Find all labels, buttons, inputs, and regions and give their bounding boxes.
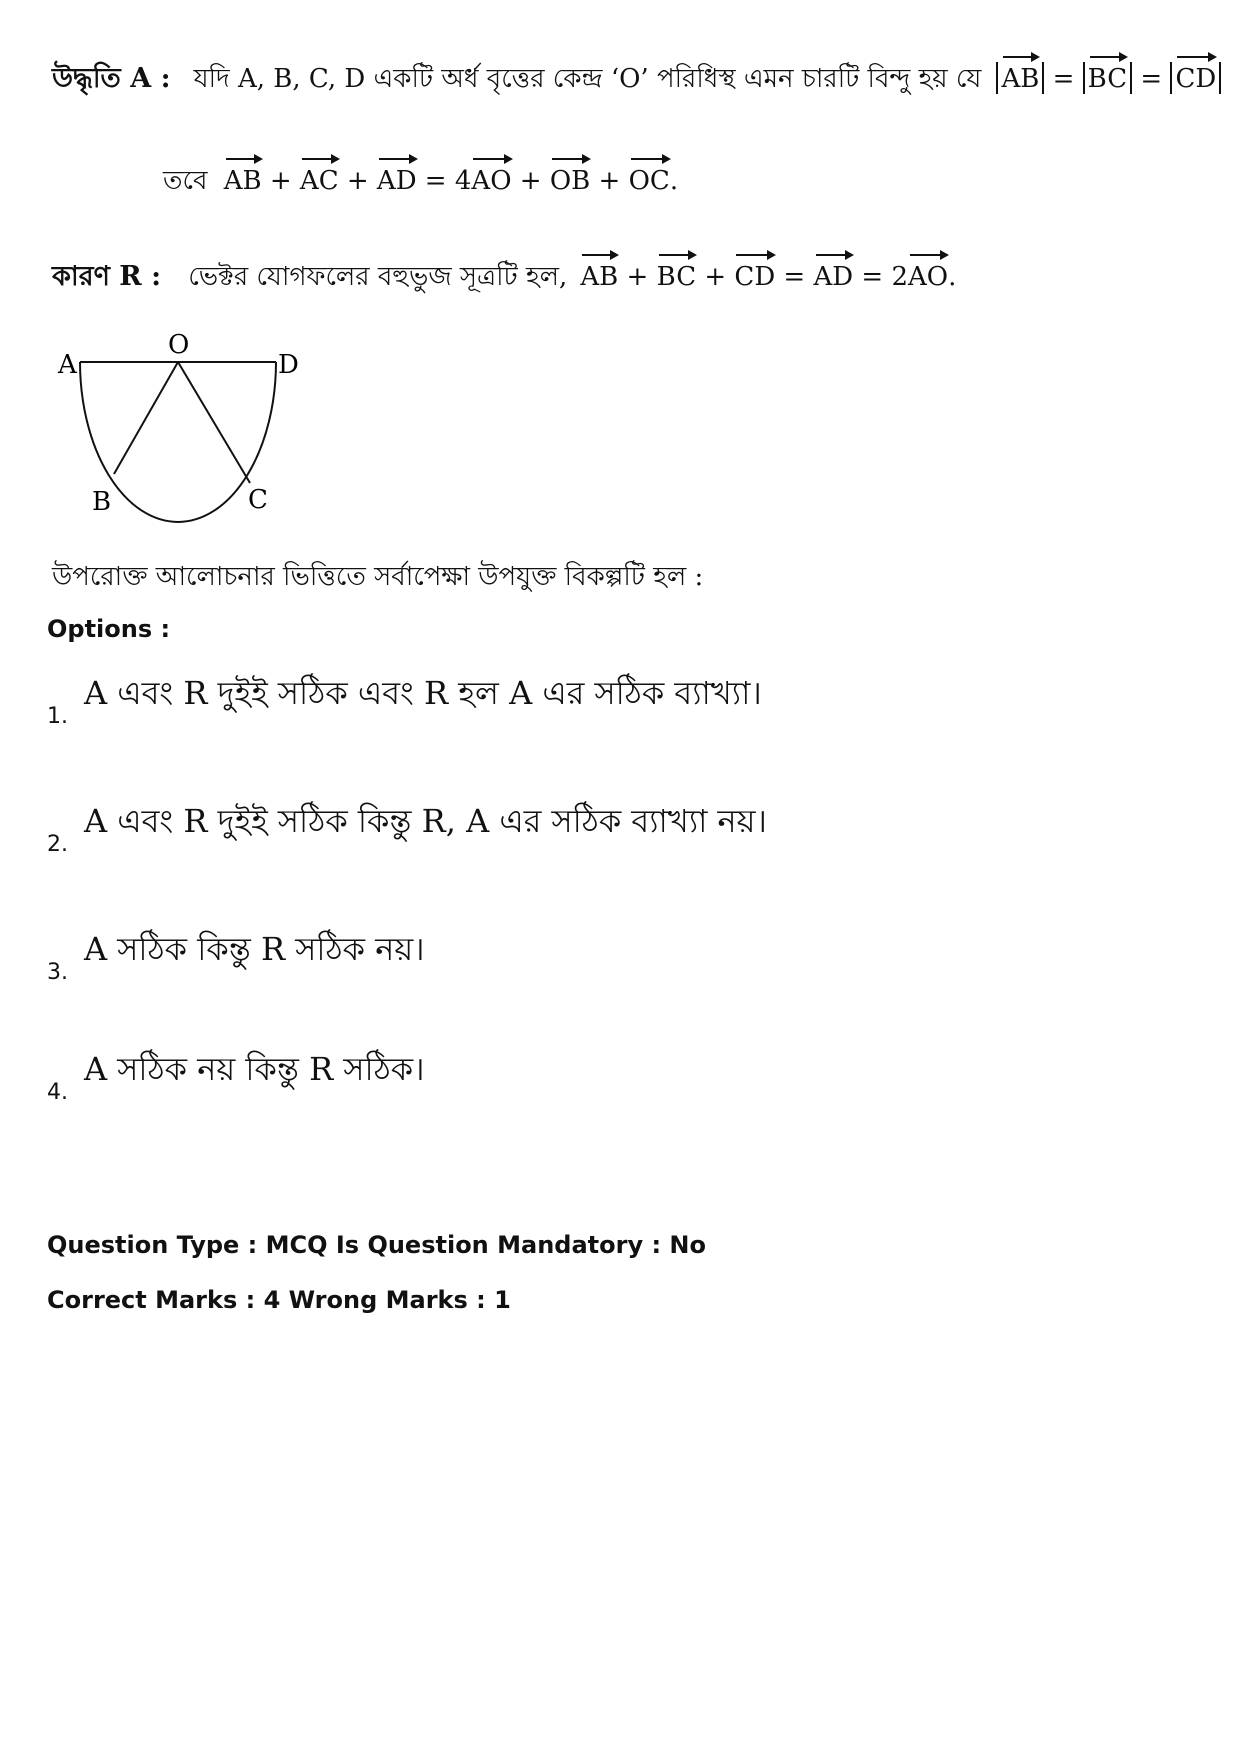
label-d: D bbox=[278, 350, 299, 380]
vector-oc: OC bbox=[628, 166, 670, 196]
segment-oc bbox=[178, 362, 250, 483]
reason-text: ভেক্টর যোগফলের বহুভুজ সূত্রটি হল, bbox=[188, 262, 568, 292]
option-text: A সঠিক নয় কিন্তু R সঠিক। bbox=[84, 1050, 425, 1088]
assertion-line-1: উদ্ধৃতি A : যদি A, B, C, D একটি অর্ধ বৃত্তের কেন্দ্র ‘O’ পরিধিস্থ এমন চারটি বিন্দু হয় যে AB = BC = CD bbox=[52, 58, 1221, 103]
label-o: O bbox=[168, 330, 190, 360]
option-number: 2. bbox=[47, 832, 68, 857]
vector-ac: AC bbox=[299, 166, 339, 196]
marks-line: Correct Marks : 4 Wrong Marks : 1 bbox=[47, 1286, 511, 1314]
question-prompt: উপরোক্ত আলোচনার ভিত্তিতে সর্বাপেক্ষা উপযুক্ত বিকল্পটি হল : bbox=[52, 562, 704, 592]
coefficient: 2 bbox=[891, 262, 908, 292]
vector-ab: AB bbox=[580, 262, 619, 292]
question-type-line: Question Type : MCQ Is Question Mandatory : No bbox=[47, 1231, 706, 1259]
reason-line: কারণ R : ভেক্টর যোগফলের বহুভুজ সূত্রটি হল, AB + BC + CD = AD = 2AO. bbox=[52, 261, 957, 292]
option-text: A এবং R দুইই সঠিক এবং R হল A এর সঠিক ব্যাখ্যা। bbox=[84, 674, 762, 712]
option-number: 3. bbox=[47, 960, 68, 985]
label-b: B bbox=[92, 487, 112, 517]
coefficient: 4 bbox=[454, 166, 472, 196]
assertion-line-2: তবে AB + AC + AD = 4AO + OB + OC. bbox=[163, 166, 679, 196]
options-title: Options : bbox=[47, 615, 171, 643]
vector-cd: CD bbox=[1175, 64, 1217, 94]
option-number: 4. bbox=[47, 1080, 68, 1105]
vector-ob: OB bbox=[549, 166, 591, 196]
option-text: A এবং R দুইই সঠিক কিন্তু R, A এর সঠিক ব্যাখ্যা নয়। bbox=[84, 802, 767, 840]
assertion-then: তবে bbox=[163, 166, 208, 196]
vector-cd: CD bbox=[734, 262, 776, 292]
vector-bc: BC bbox=[656, 262, 697, 292]
vector-ao: AO bbox=[471, 166, 512, 196]
semicircle-figure bbox=[50, 325, 310, 535]
segment-ob bbox=[114, 362, 178, 474]
vector-bc: BC bbox=[1087, 64, 1128, 94]
option-text: A সঠিক কিন্তু R সঠিক নয়। bbox=[84, 930, 425, 968]
reason-label: কারণ R : bbox=[52, 261, 162, 292]
assertion-label: উদ্ধৃতি A : bbox=[52, 63, 171, 94]
assertion-text: যদি A, B, C, D একটি অর্ধ বৃত্তের কেন্দ্র ‘O’ পরিধিস্থ এমন চারটি বিন্দু হয় যে bbox=[193, 64, 982, 94]
vector-ab: AB bbox=[1001, 64, 1040, 94]
vector-ad: AD bbox=[813, 262, 854, 292]
vector-ad: AD bbox=[376, 166, 417, 196]
vector-ab: AB bbox=[223, 166, 262, 196]
label-a: A bbox=[58, 350, 77, 380]
option-number: 1. bbox=[47, 704, 68, 729]
label-c: C bbox=[248, 485, 268, 515]
vector-ao: AO bbox=[908, 262, 949, 292]
